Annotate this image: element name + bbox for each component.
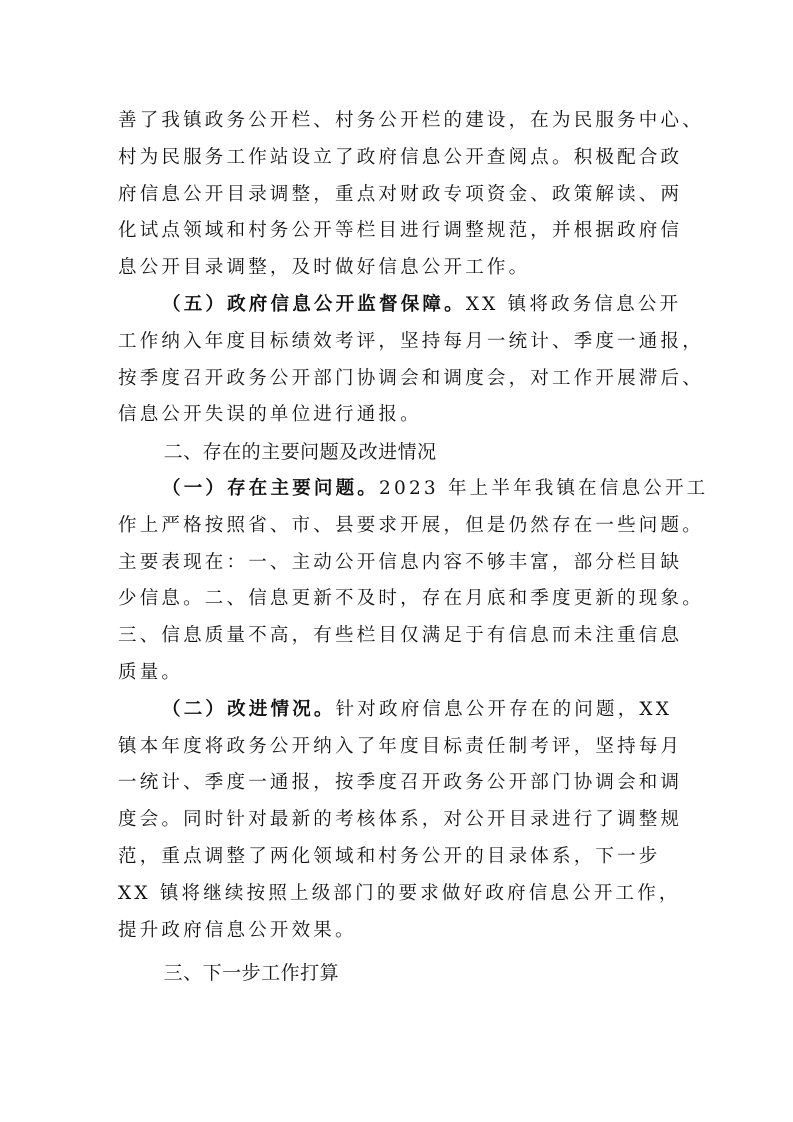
document-body <box>118 103 709 992</box>
text-line: 主要表现在：一、主动公开信息内容不够丰富，部分栏目缺 <box>118 551 683 573</box>
text-line: 镇本年度将政务公开纳入了年度目标责任制考评，坚持每月 <box>118 735 683 757</box>
text-line <box>118 287 682 324</box>
text-line: 范，重点调整了两化领域和村务公开的目录体系，下一步 <box>118 845 661 867</box>
paragraph-lead: （二）改进情况。 <box>162 698 336 720</box>
text-line: 信息公开失误的单位进行通报。 <box>118 404 422 426</box>
text-line: 化试点领域和村务公开等栏目进行调整规范，并根据政府信 <box>118 220 683 242</box>
text-run: 针对政府信息公开存在的问题，XX <box>335 698 673 720</box>
text-line <box>118 471 709 508</box>
paragraph-supervision-guarantee <box>118 287 704 434</box>
text-line: 善了我镇政务公开栏、村务公开栏的建设，在为民服务中心、 <box>118 110 704 131</box>
text-line: 质量。 <box>118 661 184 683</box>
text-line: 提升政府信息公开效果。 <box>118 919 357 941</box>
paragraph-lead: （一）存在主要问题。 <box>162 477 380 499</box>
paragraph-improvements <box>118 692 683 950</box>
section-heading-problems: 二、存在的主要问题及改进情况 <box>163 441 437 464</box>
text-line: 工作纳入年度目标绩效考评，坚持每月一统计、季度一通报， <box>118 330 704 352</box>
text-line: 作上严格按照省、市、县要求开展，但是仍然存在一些问题。 <box>118 514 704 536</box>
text-line: 度会。同时针对最新的考核体系，对公开目录进行了调整规 <box>118 809 683 831</box>
text-run: XX 镇将政务信息公开 <box>465 293 682 315</box>
text-line: 府信息公开目录调整，重点对财政专项资金、政策解读、两 <box>118 183 683 205</box>
text-line: 按季度召开政务公开部门协调会和调度会，对工作开展滞后、 <box>118 367 704 389</box>
section-heading-next-steps: 三、下一步工作打算 <box>163 962 340 985</box>
text-line: XX 镇将继续按照上级部门的要求做好政府信息公开工作， <box>118 882 681 904</box>
paragraph-main-problems <box>118 471 709 692</box>
text-run: 2023 年上半年我镇在信息公开工 <box>379 477 709 499</box>
text-line: 村为民服务工作站设立了政府信息公开查阅点。积极配合政 <box>118 146 683 168</box>
text-line: 少信息。二、信息更新不及时，存在月底和季度更新的现象。 <box>118 588 704 610</box>
text-line: 一统计、季度一通报，按季度召开政务公开部门协调会和调 <box>118 772 683 794</box>
text-line: 三、信息质量不高，有些栏目仅满足于有信息而未注重信息 <box>118 625 683 647</box>
paragraph-lead: （五）政府信息公开监督保障。 <box>162 293 466 315</box>
text-line <box>118 692 678 729</box>
text-line: 息公开目录调整，及时做好信息公开工作。 <box>118 257 531 279</box>
paragraph-continuation <box>118 103 704 287</box>
